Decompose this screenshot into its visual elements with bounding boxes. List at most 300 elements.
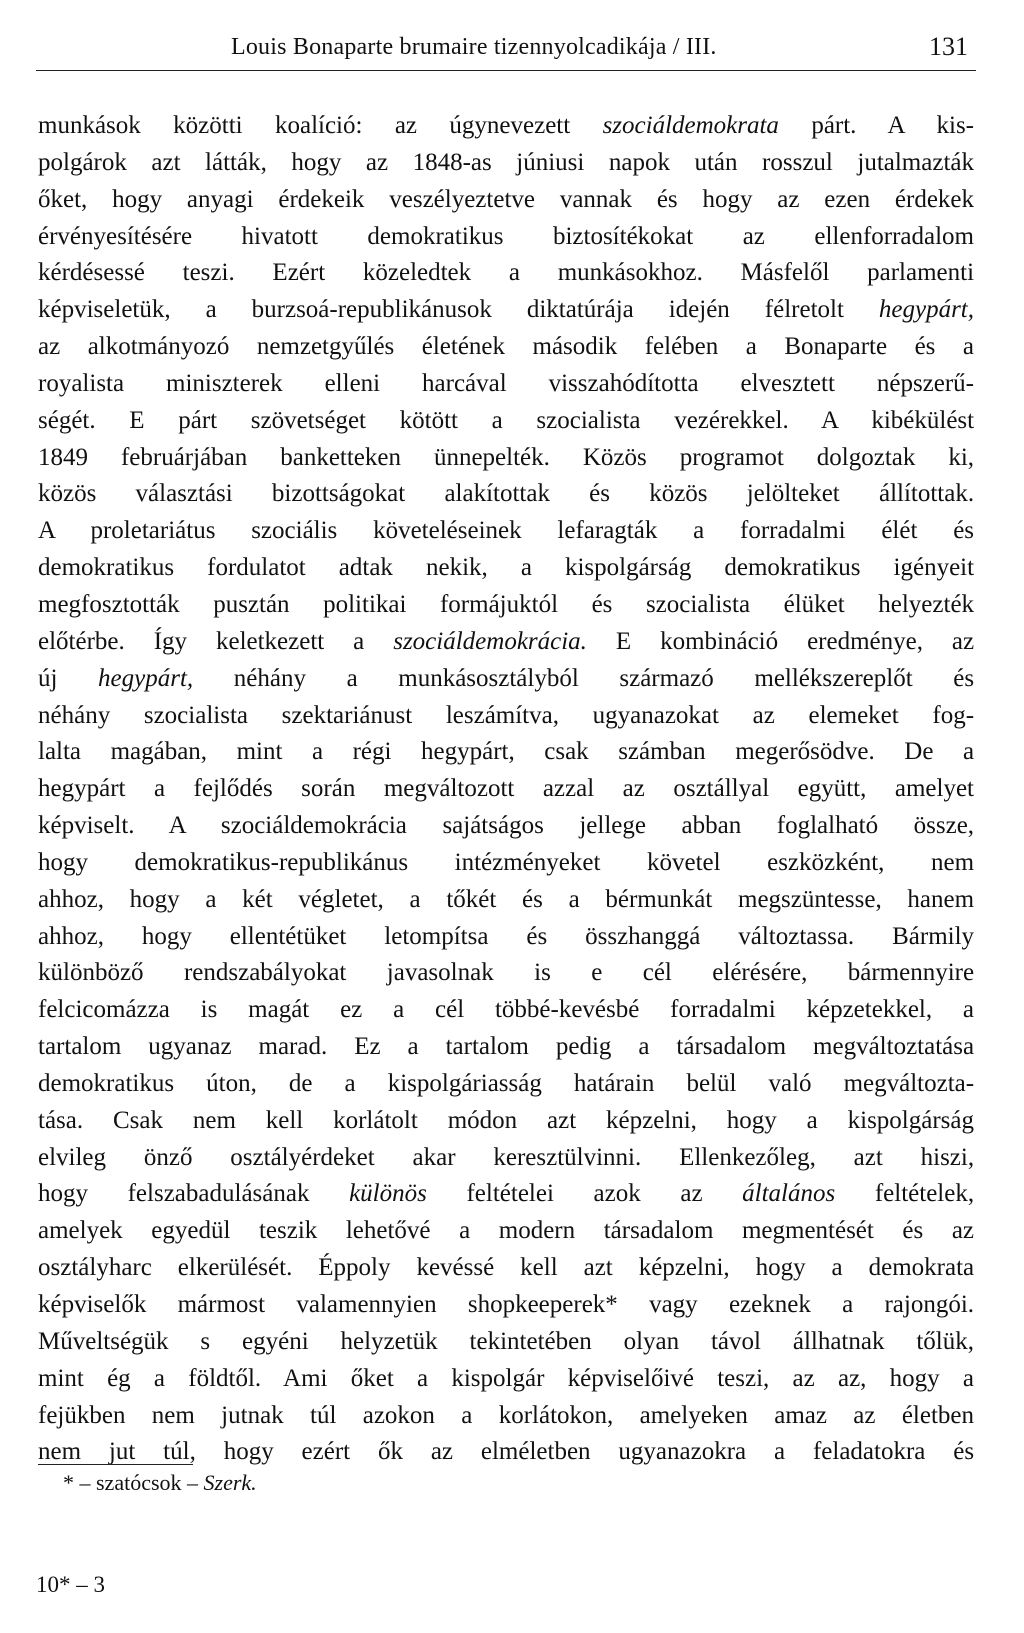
word: is (200, 996, 218, 1024)
text-line (38, 182, 974, 219)
word: kis- (936, 112, 974, 139)
word: diktatúrája (526, 296, 634, 324)
text-line (38, 955, 974, 992)
word: ahhoz, (38, 922, 104, 950)
word: nem (38, 1438, 82, 1466)
word: ségét. (38, 406, 96, 434)
word: kell (265, 1106, 304, 1134)
word: ünnepelték. (433, 443, 550, 471)
word: tartalom (38, 1033, 122, 1061)
word: abban (681, 812, 742, 840)
word: lefaragták (557, 517, 658, 545)
word: osztállyal (673, 775, 770, 803)
word: lehetővé (345, 1217, 431, 1245)
word: az (742, 222, 765, 250)
word: s (200, 1327, 211, 1355)
text-line (38, 1176, 974, 1213)
word: felében (644, 333, 719, 361)
word: Bonaparte (784, 333, 888, 361)
word: cél (435, 996, 465, 1024)
word: ahhoz, (38, 885, 104, 913)
word: korlátokon, (498, 1401, 614, 1429)
word: közeledtek (362, 259, 472, 287)
word: Éppoly (318, 1254, 391, 1282)
text-line (38, 329, 974, 366)
word: dolgoztak (816, 443, 916, 471)
word: a (393, 996, 405, 1024)
word: megmentését (741, 1217, 874, 1245)
word: a (153, 1364, 166, 1392)
word: úton, (206, 1069, 257, 1097)
word: az (752, 701, 775, 729)
word: a (205, 885, 217, 913)
word: e (591, 959, 603, 987)
word: Ezért (272, 259, 326, 287)
word: Bármily (892, 922, 974, 950)
word: társadalom (603, 1217, 714, 1245)
word: képviselőivé (567, 1364, 694, 1392)
word: közös (649, 480, 708, 508)
word: fordulatot (207, 554, 306, 582)
word: Ez (354, 1033, 381, 1061)
word: tartalom (445, 1033, 529, 1061)
word: előtérbe. (38, 627, 125, 655)
text-line (38, 219, 974, 256)
word: állítottak. (878, 480, 974, 508)
word: távol (710, 1327, 761, 1355)
word: adtak (338, 554, 393, 582)
running-title: Louis Bonaparte brumaire tizennyolcadikája / III. (231, 34, 717, 60)
word: vezérekkel. (674, 406, 789, 434)
word: megváltozta- (843, 1069, 974, 1097)
text-line (38, 808, 974, 845)
text-line (38, 992, 974, 1029)
word: során (301, 775, 356, 803)
word: nekik, (425, 554, 488, 582)
text-line (38, 476, 974, 513)
word: egyedül (151, 1217, 231, 1245)
word: a (417, 1364, 429, 1392)
word: A (820, 406, 838, 434)
word: keletkezett (215, 627, 325, 655)
word: elvileg (38, 1143, 107, 1171)
word: harcával (422, 369, 507, 397)
word: tőlük, (916, 1327, 974, 1355)
word: a (153, 775, 166, 803)
word: néhány (233, 664, 306, 692)
page-number: 131 (929, 32, 968, 61)
word: követeléseinek (373, 517, 522, 545)
text-line (38, 624, 974, 661)
word: új (38, 664, 58, 692)
word: határain (573, 1069, 655, 1097)
word: felcicomázza (38, 996, 170, 1024)
word: megváltoztatása (813, 1033, 974, 1061)
word: polgárok (38, 148, 127, 176)
word: hegypárt (38, 775, 126, 803)
word: után (694, 148, 738, 176)
word: royalista (38, 369, 125, 397)
word: demokratikus (724, 554, 861, 582)
word: kispolgáriasság (387, 1069, 542, 1097)
word: végletet, (298, 885, 384, 913)
footnote (63, 1470, 257, 1496)
word: a (638, 1033, 650, 1061)
word: pusztán (213, 590, 290, 618)
word: hivatott (241, 222, 318, 250)
word: való (768, 1069, 812, 1097)
word: a (745, 333, 757, 361)
word: népszerű- (876, 369, 974, 397)
text-line (38, 1434, 974, 1471)
word: a (508, 259, 520, 287)
word: az (394, 112, 418, 139)
word: burzsoá-republikánusok (251, 296, 492, 324)
word: életének (421, 333, 506, 361)
word: elleni (324, 369, 381, 397)
word: helyzetük (340, 1327, 438, 1355)
word: összhanggá (585, 922, 701, 950)
word: formájuktól (439, 590, 559, 618)
word: választási (135, 480, 233, 508)
word: és (902, 1217, 924, 1245)
word: félretolt (764, 296, 844, 324)
printer-signature: 10* – 3 (36, 1572, 105, 1597)
word: napok (608, 148, 670, 176)
word: idején (668, 296, 730, 324)
word: ugyanaz (148, 1033, 232, 1061)
word: intézményeket (454, 848, 601, 876)
word: politikai (323, 590, 407, 618)
word: feladatokra (812, 1438, 926, 1466)
text-line (38, 1324, 974, 1361)
word: ugyanazokra (618, 1438, 747, 1466)
word: teszi. (182, 259, 235, 287)
word: azt (583, 1254, 613, 1282)
text-line (38, 403, 974, 440)
word: keresztülvinni. (493, 1143, 642, 1171)
word: mármost (177, 1291, 266, 1318)
word: kell (520, 1254, 558, 1282)
word: demokratikus (367, 222, 504, 250)
word: a (520, 554, 532, 582)
word: párt. (811, 112, 857, 139)
word: magát (248, 996, 310, 1024)
word: megerősödve. (735, 738, 875, 766)
word: hogy (112, 185, 163, 213)
word: képzetekkel, (806, 996, 933, 1024)
word: is (534, 959, 551, 987)
word: hogy (38, 1180, 88, 1208)
word: élüket (783, 590, 845, 618)
word: változtassa. (738, 922, 855, 950)
word: össze, (913, 812, 974, 840)
word: javasolnak (386, 959, 494, 987)
word: munkásokhoz. (557, 259, 703, 287)
word: őket (350, 1364, 394, 1392)
word: ellenforradalom (814, 222, 974, 250)
word: eszközként, (767, 848, 885, 876)
word: a (491, 406, 503, 434)
word: anyagi (186, 185, 254, 213)
italic-word: általános (742, 1180, 836, 1208)
word: nem (151, 1401, 195, 1429)
word: elérésére, (712, 959, 808, 987)
word: osztályharc (38, 1254, 152, 1282)
word: ugyanazokat (592, 701, 719, 729)
word: a (311, 738, 324, 766)
word: őket, (38, 185, 88, 213)
word: elkerülését. (177, 1254, 293, 1282)
text-line (38, 1398, 974, 1435)
word: elméletben (480, 1438, 591, 1466)
word: hiszi, (920, 1143, 974, 1171)
word: hogy (141, 922, 192, 950)
word: ki, (948, 443, 974, 471)
word: bizottságokat (271, 480, 406, 508)
word: önző (143, 1143, 193, 1171)
word: feltételei (466, 1180, 554, 1208)
word: fejükben (38, 1401, 126, 1429)
word: jelölteket (746, 480, 840, 508)
word: alkotmányozó (87, 333, 230, 361)
text-line (38, 1103, 974, 1140)
text-line (38, 1213, 974, 1250)
word: képzelni, (606, 1106, 697, 1134)
word: mint (236, 738, 283, 766)
word: fog- (932, 701, 974, 729)
text-line (38, 1140, 974, 1177)
word: azokon (362, 1401, 435, 1429)
word: földtől. (188, 1364, 262, 1392)
word: tekintetében (469, 1327, 592, 1355)
word: nem (930, 848, 974, 876)
word: és (522, 885, 543, 913)
word: a (962, 333, 974, 361)
word: mint (38, 1364, 84, 1392)
word: állhatnak (792, 1327, 885, 1355)
word: azok (593, 1180, 641, 1208)
word: szociális (251, 517, 338, 545)
word: veszélyeztetve (389, 185, 535, 213)
word: A (168, 812, 186, 840)
word: letompítsa (384, 922, 489, 950)
word: a (693, 517, 705, 545)
word: szektariánust (281, 701, 413, 729)
word: és (953, 1438, 974, 1466)
word: hogy (755, 1254, 806, 1282)
word: a (353, 627, 365, 655)
word: osztályérdeket (230, 1143, 375, 1171)
word: párt (178, 406, 218, 434)
word: júniusi (516, 148, 585, 176)
word: ők (377, 1438, 403, 1466)
word: helyezték (878, 590, 974, 618)
text-line (38, 734, 974, 771)
text-line (38, 145, 974, 182)
word: szocialista (536, 406, 641, 434)
word: mellékszereplőt (754, 664, 913, 692)
word: teszi, (717, 1364, 770, 1392)
text-line (38, 366, 974, 403)
word: hogy (291, 148, 342, 176)
italic-word: hegypárt, (98, 664, 194, 692)
word: szocialista (645, 590, 751, 618)
page-header (36, 30, 976, 71)
word: kispolgárság (847, 1106, 974, 1134)
text-line (38, 771, 974, 808)
word: két (242, 885, 273, 913)
word: szövetséget (250, 406, 366, 434)
word: túl, (163, 1438, 196, 1466)
word: munkások (38, 112, 141, 139)
word: A (887, 112, 905, 139)
italic-word: szociáldemokrata (602, 112, 779, 139)
word: jutnak (221, 1401, 284, 1429)
text-line (38, 882, 974, 919)
word: programot (679, 443, 784, 471)
word: megváltozott (383, 775, 515, 803)
word: A (38, 517, 55, 545)
word: képzelni, (638, 1254, 730, 1282)
word: az (951, 627, 974, 655)
word: a (831, 1254, 843, 1282)
word: De (904, 738, 934, 766)
footnote-rule (38, 1464, 193, 1465)
word: származó (619, 664, 714, 692)
word: sajátságos (442, 812, 544, 840)
word: kispolgárság (564, 554, 692, 582)
word: képviselők (38, 1291, 147, 1318)
word: többé-kevésbé (494, 996, 640, 1024)
word: a (806, 1106, 818, 1134)
word: érvényesítésére (38, 222, 193, 250)
word: Így (153, 627, 188, 655)
word: második (532, 333, 618, 361)
word: amaz (774, 1401, 827, 1429)
word: hogy (889, 1364, 940, 1392)
word: miniszterek (166, 369, 283, 397)
word: közös (38, 480, 97, 508)
word: teszik (258, 1217, 318, 1245)
word: rendszabályokat (183, 959, 347, 987)
word: hogy (129, 885, 180, 913)
word: hanem (907, 885, 974, 913)
word: pedig (555, 1033, 612, 1061)
word: szociáldemokrácia (220, 812, 407, 840)
word: élét (881, 517, 918, 545)
word: shopkeeperek* (467, 1291, 618, 1318)
word: 1848-as (412, 148, 492, 176)
word: biztosítékokat (552, 222, 694, 250)
italic-word: szociáldemokrácia. (393, 627, 587, 655)
italic-word: különös (349, 1180, 427, 1208)
word: amelyek (38, 1217, 123, 1245)
word: a (205, 296, 217, 324)
word: feltételek, (874, 1180, 974, 1208)
word: csak (544, 738, 589, 766)
word: modern (498, 1217, 576, 1245)
word: néhány (38, 701, 111, 729)
word: az (777, 185, 800, 213)
word: társadalom (676, 1033, 787, 1061)
word: ez (340, 996, 363, 1024)
word: az (853, 1401, 876, 1429)
text-line (38, 292, 974, 329)
word: Közös (582, 443, 647, 471)
word: parlamenti (867, 259, 974, 287)
word: módon (447, 1106, 518, 1134)
word: kötött (399, 406, 458, 434)
word: ellentétüket (229, 922, 347, 950)
word: megszüntesse, (738, 885, 882, 913)
text-line (38, 550, 974, 587)
word: a (409, 885, 421, 913)
word: a (774, 1438, 786, 1466)
word: hogy (726, 1106, 777, 1134)
italic-word: hegypárt, (878, 296, 974, 324)
word: ezen (824, 185, 871, 213)
word: egyéni (242, 1327, 309, 1355)
word: banketteken (280, 443, 401, 471)
word: különböző (38, 959, 144, 987)
word: azzal (542, 775, 595, 803)
word: elemeket (808, 701, 899, 729)
word: nem (192, 1106, 236, 1134)
word: jellege (579, 812, 646, 840)
text-line (38, 661, 974, 698)
word: tőkét (446, 885, 497, 913)
word: ezért (301, 1438, 351, 1466)
text-line (38, 255, 974, 292)
word: marad. (258, 1033, 328, 1061)
word: tása. (38, 1106, 84, 1134)
word: úgynevezett (449, 112, 571, 139)
word: forradalmi (670, 996, 776, 1024)
word: proletariátus (90, 517, 216, 545)
text-line (38, 1287, 974, 1324)
text-line (38, 698, 974, 735)
word: közötti (173, 112, 243, 139)
word: forradalmi (740, 517, 846, 545)
word: az, (837, 1364, 867, 1392)
word: 1849 (38, 443, 88, 471)
word: a (962, 996, 974, 1024)
word: E (129, 406, 145, 434)
word: az (680, 1180, 703, 1208)
word: Ellenkezőleg, (679, 1143, 816, 1171)
word: számban (618, 738, 706, 766)
word: vannak (559, 185, 633, 213)
text-line (38, 1250, 974, 1287)
word: az (792, 1364, 815, 1392)
footnote-editor-mark: Szerk. (203, 1470, 257, 1495)
word: kombináció (660, 627, 779, 655)
word: demokratikus (38, 1069, 175, 1097)
word: Csak (112, 1106, 163, 1134)
word: lalta (38, 738, 82, 766)
word: leszámítva, (445, 701, 559, 729)
word: magában, (110, 738, 208, 766)
footnote-text: * – szatócsok – (63, 1470, 204, 1495)
word: munkásosztályból (398, 664, 579, 692)
word: régi (352, 738, 392, 766)
word: amelyeken (639, 1401, 748, 1429)
word: fejlődés (193, 775, 273, 803)
word: Ami (283, 1364, 328, 1392)
word: demokratikus (38, 554, 175, 582)
word: szocialista (143, 701, 248, 729)
